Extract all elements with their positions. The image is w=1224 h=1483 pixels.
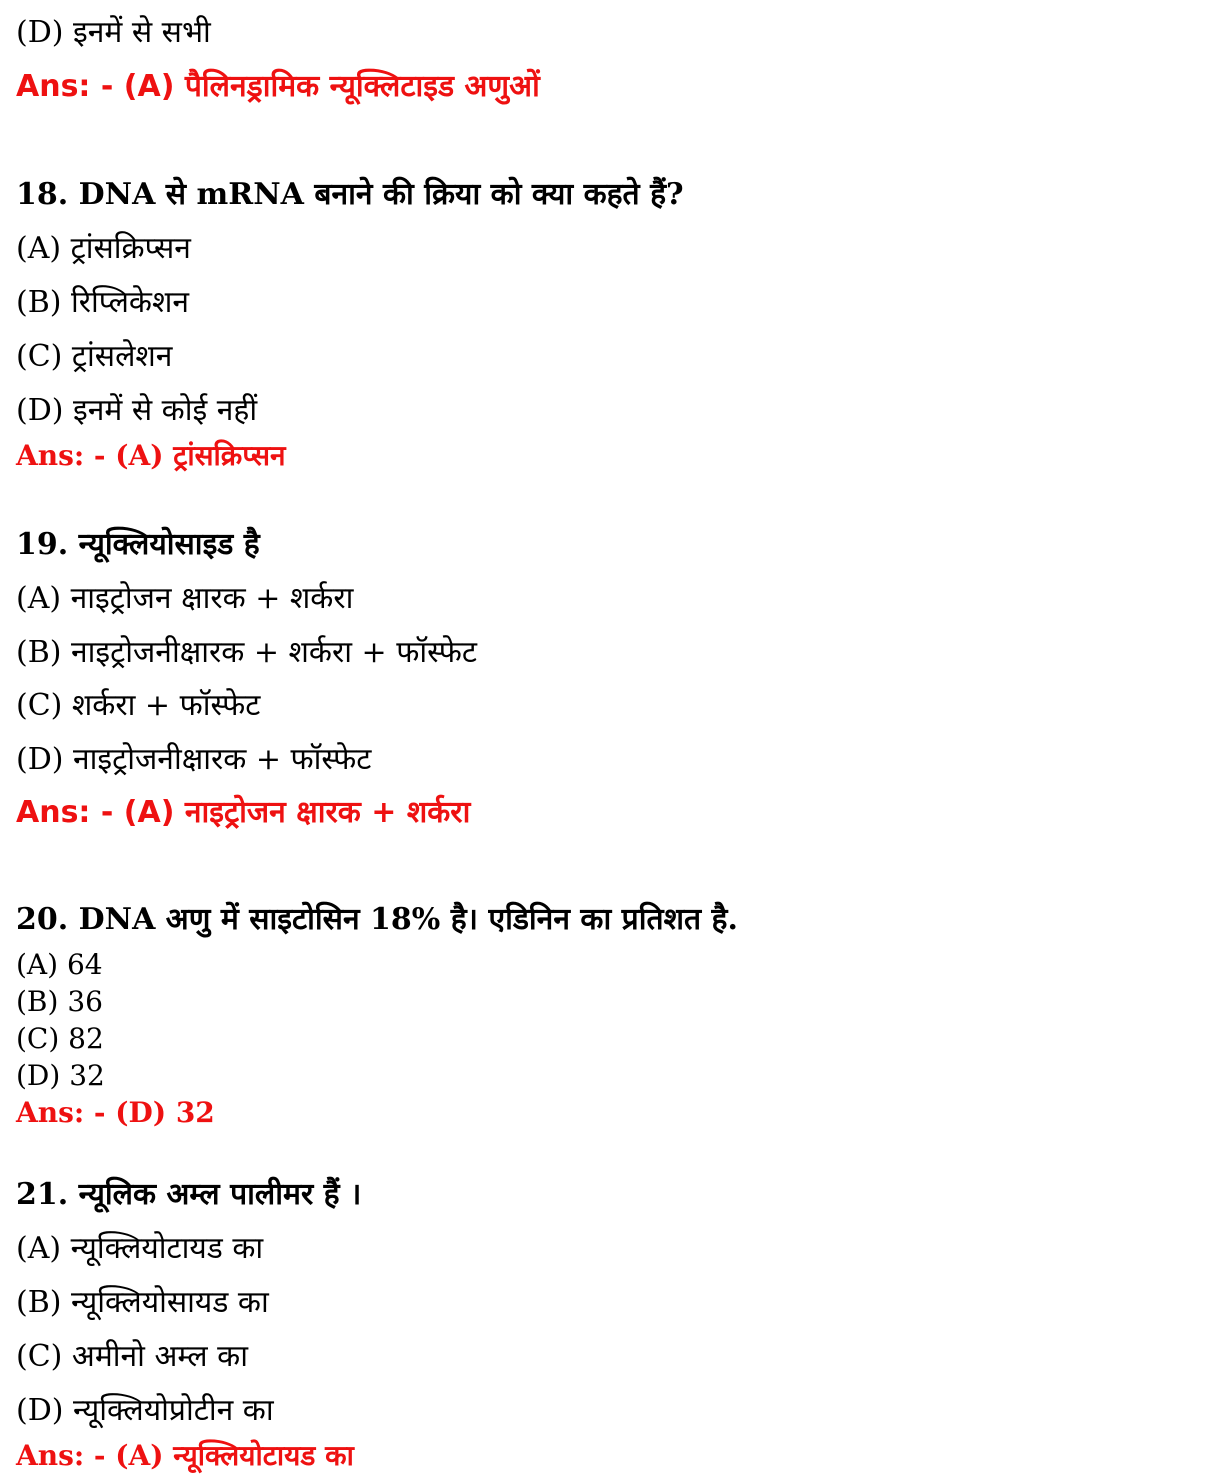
q18-option-b: (B) रिप्लिकेशन: [16, 285, 190, 320]
q19-answer: Ans: - (A) नाइट्रोजन क्षारक + शर्करा: [16, 795, 471, 830]
q21-option-c: (C) अमीनो अम्ल का: [16, 1339, 248, 1374]
q20-option-a: (A) 64: [16, 948, 103, 981]
q21-question: 21. न्यूलिक अम्ल पालीमर हैं ।: [16, 1177, 362, 1212]
q20-option-d: (D) 32: [16, 1059, 105, 1092]
q21-answer: Ans: - (A) न्यूक्लियोटायड का: [16, 1439, 354, 1472]
q17-option-d: (D) इनमें से सभी: [16, 15, 211, 50]
q20-answer: Ans: - (D) 32: [16, 1096, 215, 1129]
q20-option-c: (C) 82: [16, 1022, 104, 1055]
q19-question: 19. न्यूक्लियोसाइड है: [16, 527, 260, 562]
q19-option-d: (D) नाइट्रोजनीक्षारक + फॉस्फेट: [16, 742, 372, 777]
q21-option-a: (A) न्यूक्लियोटायड का: [16, 1231, 264, 1266]
q20-question: 20. DNA अणु में साइटोसिन 18% है। एडिनिन का प्रतिशत है.: [16, 902, 738, 937]
q19-option-c: (C) शर्करा + फॉस्फेट: [16, 688, 261, 723]
q21-option-b: (B) न्यूक्लियोसायड का: [16, 1285, 269, 1320]
q18-question: 18. DNA से mRNA बनाने की क्रिया को क्या कहते हैं?: [16, 177, 684, 212]
q18-answer: Ans: - (A) ट्रांसक्रिप्सन: [16, 439, 286, 472]
q18-option-d: (D) इनमें से कोई नहीं: [16, 393, 258, 428]
q18-option-c: (C) ट्रांसलेशन: [16, 339, 173, 374]
q19-option-b: (B) नाइट्रोजनीक्षारक + शर्करा + फॉस्फेट: [16, 635, 478, 670]
q18-option-a: (A) ट्रांसक्रिप्सन: [16, 231, 191, 266]
q19-option-a: (A) नाइट्रोजन क्षारक + शर्करा: [16, 581, 354, 616]
q21-option-d: (D) न्यूक्लियोप्रोटीन का: [16, 1393, 274, 1428]
q17-answer: Ans: - (A) पैलिनड्रामिक न्यूक्लिटाइड अणुओं: [16, 69, 540, 104]
q20-option-b: (B) 36: [16, 985, 103, 1018]
